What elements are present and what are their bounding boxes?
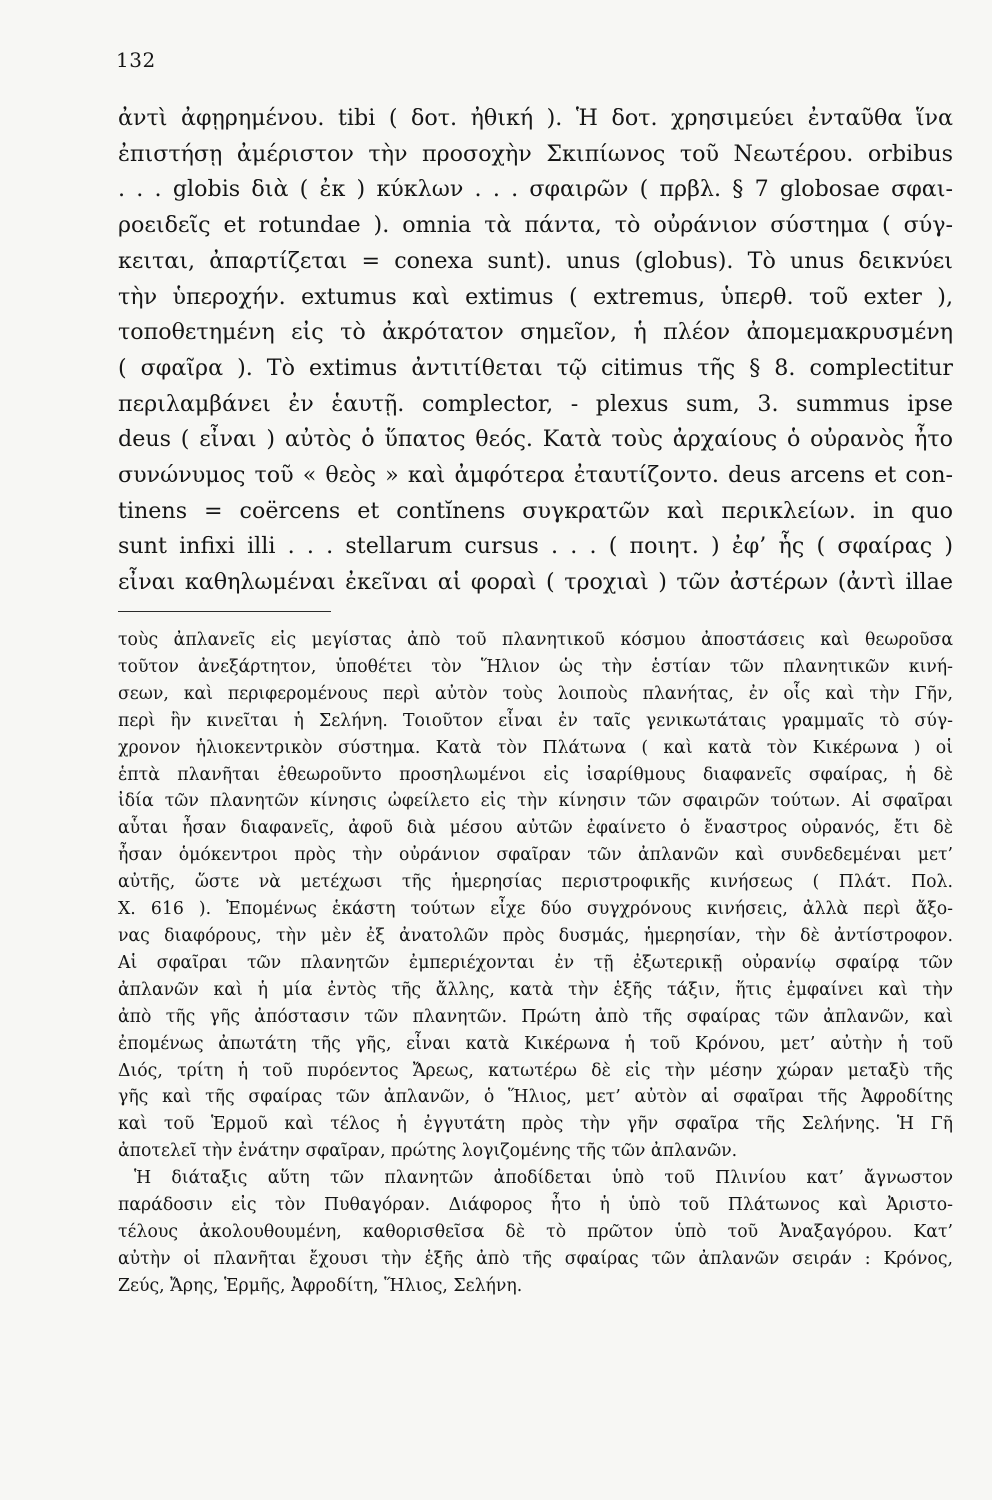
main-text-line: sunt infixi illi . . . stellarum cursus . . . ( ποιητ. ) ἐφ’ ἧς ( σφαίρας ) [118,533,953,560]
main-text-line: ( σφαῖρα ). Τὸ extimus ἀντιτίθεται τῷ citimus τῆς § 8. complectitur [118,354,953,381]
main-text-line: τοποθετημένη εἰς τὸ ἀκρότατον σημεῖον, ἡ πλέον ἀπομεμακρυσμένη [118,319,953,346]
main-text-line: περιλαμβάνει ἐν ἑαυτῇ. complector, - plexus sum, 3. summus ipse [118,390,953,417]
footnote-line: X. 616 ). Ἑπομένως ἑκάστη τούτων εἶχε δύο συγχρόνους κινήσεις, ἀλλὰ περὶ ἄξο- [118,899,953,920]
footnote-line: αὗται ἦσαν διαφανεῖς, ἀφοῦ διὰ μέσου αὐτῶν ἐφαίνετο ὁ ἔναστρος οὐρανός, ἔτι δὲ [118,818,953,839]
footnote-line: ἀποτελεῖ τὴν ἐνάτην σφαῖραν, πρώτης λογιζομένης τῆς τῶν ἀπλανῶν. [118,1141,738,1162]
footnote-line: ἐπομένως ἀπωτάτη τῆς γῆς, εἶναι κατὰ Κικέρωνα ἡ τοῦ Κρόνου, μετ’ αὐτὴν ἡ τοῦ [118,1033,953,1054]
footnote-line: περὶ ἣν κινεῖται ἡ Σελήνη. Τοιοῦτον εἶναι ἐν ταῖς γενικωτάταις γραμμαῖς τὸ σύγ- [118,710,953,731]
footnote-line: Ἡ διάταξις αὕτη τῶν πλανητῶν ἀποδίδεται ὑπὸ τοῦ Πλινίου κατ’ ἄγνωστον [134,1168,953,1189]
footnote-line: Ζεύς, Ἄρης, Ἑρμῆς, Ἀφροδίτη, Ἥλιος, Σελήνη. [118,1275,523,1296]
footnote-line: Διός, τρίτη ἡ τοῦ πυρόεντος Ἄρεως, κατωτέρω δὲ εἰς τὴν μέσην χώραν μεταξὺ τῆς [118,1060,953,1081]
footnote-line: καὶ τοῦ Ἑρμοῦ καὶ τέλος ἡ ἐγγυτάτη πρὸς τὴν γῆν σφαῖρα τῆς Σελήνης. Ἡ Γῆ [118,1114,953,1135]
footnote-line: νας διαφόρους, τὴν μὲν ἐξ ἀνατολῶν πρὸς δυσμάς, ἡμερησίαν, τὴν δὲ ἀντίστροφον. [118,925,953,946]
main-text-line: εἶναι καθηλωμέναι ἐκεῖναι αἱ φοραὶ ( τροχιαὶ ) τῶν ἀστέρων (ἀντὶ illae [118,569,953,596]
main-text-line: ροειδεῖς et rotundae ). omnia τὰ πάντα, τὸ οὐράνιον σύστημα ( σύγ- [118,212,953,239]
footnote-divider [118,611,331,612]
footnote-line: ἀπὸ τῆς γῆς ἀπόστασιν τῶν πλανητῶν. Πρώτη ἀπὸ τῆς σφαίρας τῶν ἀπλανῶν, καὶ [118,1006,953,1027]
footnote-line: σεων, καὶ περιφερομένους περὶ αὐτὸν τοὺς λοιποὺς πλανήτας, ἐν οἷς καὶ τὴν Γῆν, [118,683,953,704]
footnote-line: ἑπτὰ πλανῆται ἐθεωροῦντο προσηλωμένοι εἰς ἰσαρίθμους διαφανεῖς σφαίρας, ἡ δὲ [118,764,953,785]
main-text-line: συνώνυμος τοῦ « θεὸς » καὶ ἀμφότερα ἐταυτίζοντο. deus arcens et con- [118,462,953,489]
footnote-line: ἦσαν ὁμόκεντροι πρὸς τὴν οὐράνιον σφαῖραν τῶν ἀπλανῶν καὶ συνδεδεμέναι μετ’ [118,845,953,866]
footnote-paragraph [118,1165,953,1300]
main-text-line: ἐπιστήσῃ ἀμέριστον τὴν προσοχὴν Σκιπίωνος τοῦ Νεωτέρου. orbibus [118,140,953,167]
footnote-line: τοῦτον ἀνεξάρτητον, ὑποθέτει τὸν Ἥλιον ὡς τὴν ἑστίαν τῶν πλανητικῶν κινή- [118,656,953,677]
main-text-line: κειται, ἀπαρτίζεται = conexa sunt). unus (globus). Τὸ unus δεικνύει [118,247,953,274]
footnote-line: ἀπλανῶν καὶ ἡ μία ἐντὸς τῆς ἄλλης, κατὰ τὴν ἑξῆς τάξιν, ἥτις ἐμφαίνει καὶ τὴν [118,979,953,1000]
footnote-line: τέλους ἀκολουθουμένη, καθορισθεῖσα δὲ τὸ πρῶτον ὑπὸ τοῦ Ἀναξαγόρου. Κατ’ [118,1221,953,1242]
main-text [118,101,953,601]
main-text-line: ἀντὶ ἀφῃρημένου. tibi ( δοτ. ἠθική ). Ἡ δοτ. χρησιμεύει ἐνταῦθα ἵνα [118,105,953,131]
footnote-line: αὐτὴν οἱ πλανῆται ἔχουσι τὴν ἑξῆς ἀπὸ τῆς σφαίρας τῶν ἀπλανῶν σειράν : Κρόνος, [118,1248,953,1269]
footnote-line: αὐτῆς, ὥστε νὰ μετέχωσι τῆς ἡμερησίας περιστροφικῆς κινήσεως ( Πλάτ. Πολ. [118,872,953,893]
page-number: 132 [116,48,156,72]
footnote-line: Αἱ σφαῖραι τῶν πλανητῶν ἐμπεριέχονται ἐν τῇ ἐξωτερικῇ οὐρανίῳ σφαίρᾳ τῶν [118,952,953,973]
main-text-line: . . . globis διὰ ( ἐκ ) κύκλων . . . σφαιρῶν ( πρβλ. § 7 globosae σφαι- [118,176,953,203]
main-text-line: tinens = coërcens et contĭnens συγκρατῶν καὶ περικλείων. in quo [118,497,953,524]
main-text-line: deus ( εἶναι ) αὐτὸς ὁ ὕπατος θεός. Κατὰ τοὺς ἀρχαίους ὁ οὐρανὸς ἦτο [118,426,953,453]
footnote-paragraph [118,627,953,1165]
footnote-line: τοὺς ἀπλανεῖς εἰς μεγίστας ἀπὸ τοῦ πλανητικοῦ κόσμου ἀποστάσεις καὶ θεωροῦσα [118,630,953,650]
footnote-line: χρονον ἡλιοκεντρικὸν σύστημα. Κατὰ τὸν Πλάτωνα ( καὶ κατὰ τὸν Κικέρωνα ) οἱ [118,737,953,758]
footnote-line: γῆς καὶ τῆς σφαίρας τῶν ἀπλανῶν, ὁ Ἥλιος, μετ’ αὐτὸν αἱ σφαῖραι τῆς Ἀφροδίτης [118,1087,953,1108]
footnote-block [118,627,953,1300]
main-text-line: τὴν ὑπεροχήν. extumus καὶ extimus ( extremus, ὑπερθ. τοῦ exter ), [118,283,953,310]
footnote-line: παράδοσιν εἰς τὸν Πυθαγόραν. Διάφορος ἦτο ἡ ὑπὸ τοῦ Πλάτωνος καὶ Ἀριστο- [118,1195,953,1216]
footnote-line: ἰδία τῶν πλανητῶν κίνησις ὠφείλετο εἰς τὴν κίνησιν τῶν σφαιρῶν τούτων. Αἱ σφαῖραι [118,791,953,812]
